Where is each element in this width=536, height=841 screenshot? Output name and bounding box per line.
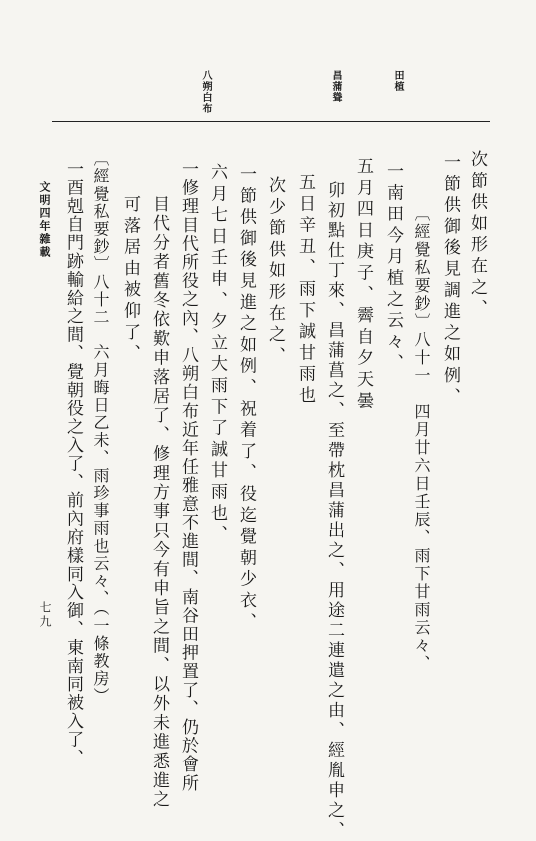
- text-column: 六月七日壬申、夕立大雨下了誠甘雨也、: [207, 163, 227, 547]
- text-column: 次少節供如形在之、: [265, 176, 285, 368]
- page-number: 七九: [38, 601, 52, 629]
- text-column: 一修理目代所役之內、八朔白布近年任雅意不進間、南谷田押置了、仍於會所: [178, 160, 198, 793]
- text-column: 可落居由被仰了、: [120, 195, 140, 366]
- text-column: 一南田今月植之云々、: [383, 162, 403, 375]
- header-note: 田植: [392, 70, 403, 92]
- text-column: 一節供御後見調進之如例、: [440, 153, 460, 409]
- text-column: 卯初點仕丁來、昌蒲菖之、至帶枕昌蒲出之、用途二連遣之由、經胤申之、: [324, 181, 344, 841]
- text-column: 五月四日庚子、霽自夕天曇: [353, 157, 373, 413]
- text-column: 一節供御後見進之如例、祝着了、役迄覺朝少衣、: [236, 165, 256, 634]
- text-column: 目代分者舊冬依歎申落居了、修理方事只今有申旨之間、以外未進悉進之: [149, 195, 169, 810]
- text-column: 次節供如形在之、: [467, 150, 487, 321]
- header-note: 八朔白布: [200, 70, 211, 114]
- text-column: 一酉剋自門跡輸給之間、覺朝役之入了、前內府樣同入御、東南同被入了、: [63, 160, 83, 768]
- text-column: 〔經覺私要鈔〕八十二 六月晦日乙未、雨珍事雨也云々、（一條教房）: [91, 150, 110, 706]
- text-column: 〔經覺私要鈔〕八十一 四月廿六日壬辰、雨下甘雨云々、: [412, 205, 431, 673]
- header-rule: [52, 121, 490, 122]
- running-title: 文明四年雜載: [38, 181, 51, 259]
- text-column: 五日辛丑、雨下誠甘雨也: [295, 173, 315, 408]
- header-note: 昌蒲聳: [330, 70, 341, 103]
